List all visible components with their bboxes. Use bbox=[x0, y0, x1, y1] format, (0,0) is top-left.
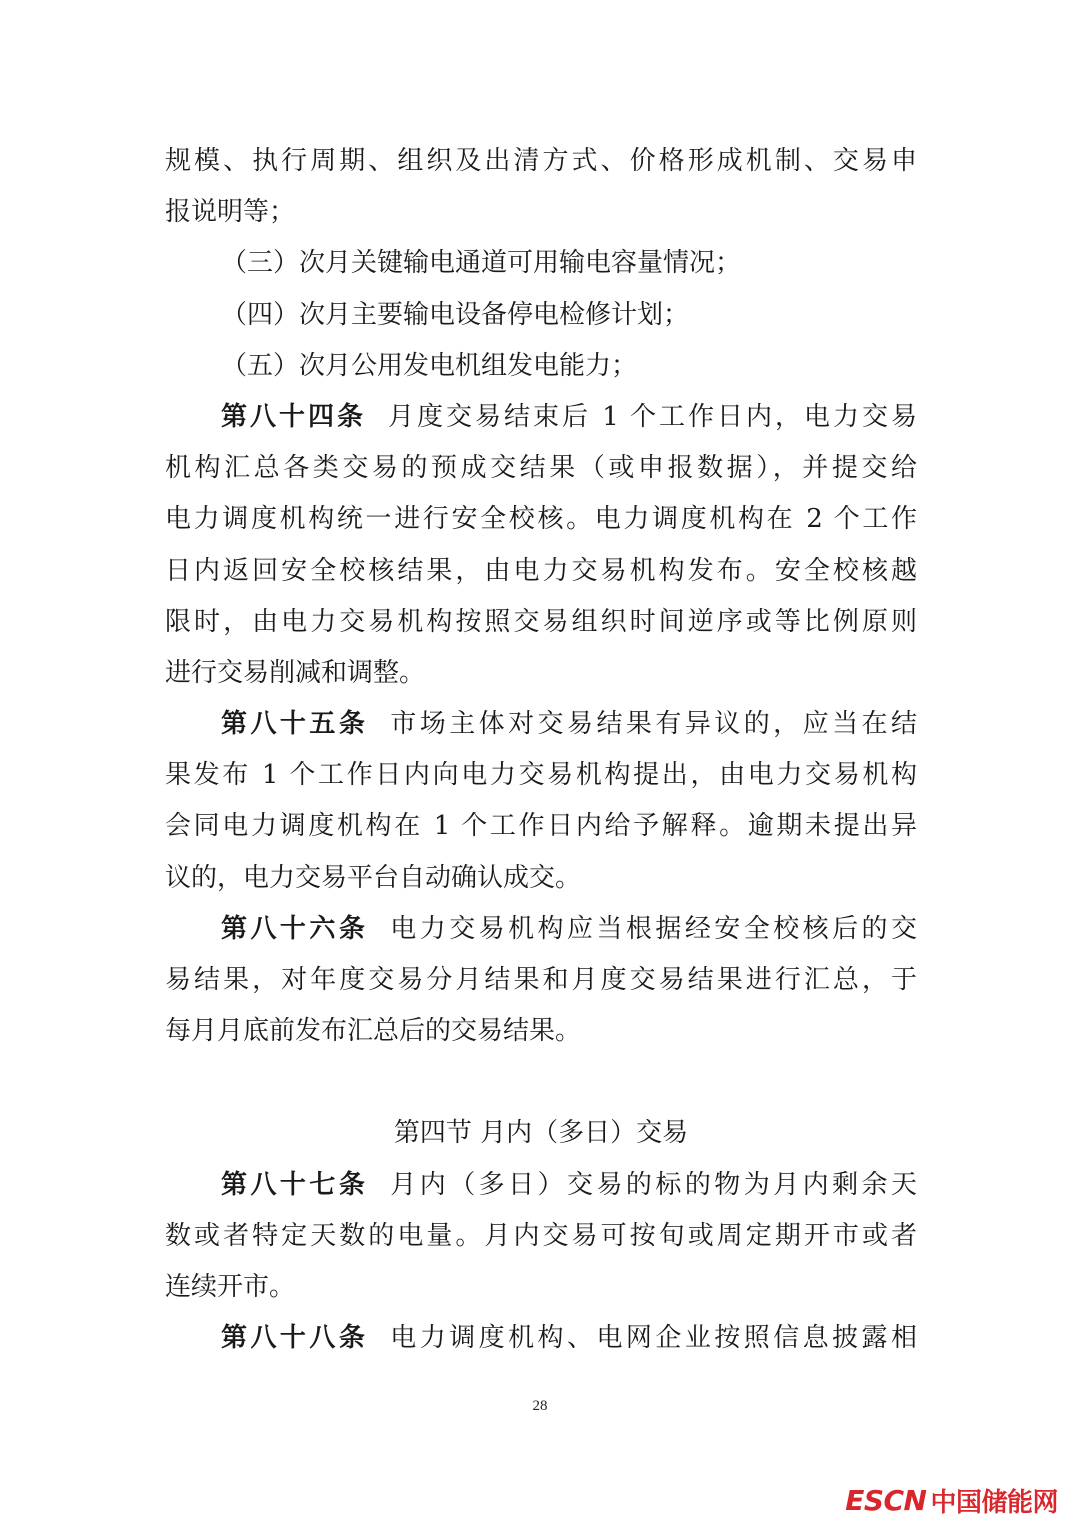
article-first-line bbox=[165, 699, 917, 750]
text-line: 会同电力调度机构在 1 个工作日内给予解释。逾期未提出异 bbox=[165, 811, 917, 842]
article-label: 第八十五条 bbox=[221, 709, 369, 740]
article-87 bbox=[165, 1160, 917, 1314]
document-body bbox=[165, 136, 917, 1364]
article-first-line bbox=[165, 1160, 917, 1211]
article-85 bbox=[165, 699, 917, 904]
article-text: 电力交易机构应当根据经安全校核后的交 bbox=[390, 913, 917, 944]
article-84 bbox=[165, 392, 917, 699]
section-title: 第四节 月内（多日）交易 bbox=[393, 1118, 689, 1149]
list-item: （四）次月主要输电设备停电检修计划； bbox=[221, 299, 690, 330]
text-line: 每月月底前发布汇总后的交易结果。 bbox=[165, 1016, 582, 1047]
text-line: 数或者特定天数的电量。月内交易可按旬或周定期开市或者 bbox=[165, 1220, 917, 1251]
article-label: 第八十六条 bbox=[221, 913, 369, 944]
article-text: 月度交易结束后 1 个工作日内，电力交易 bbox=[387, 401, 917, 432]
article-88 bbox=[165, 1313, 917, 1364]
article-86 bbox=[165, 904, 917, 1058]
text-line: 议的，电力交易平台自动确认成交。 bbox=[165, 862, 582, 893]
text-line: 连续开市。 bbox=[165, 1271, 296, 1302]
article-text: 电力调度机构、电网企业按照信息披露相 bbox=[390, 1323, 917, 1354]
article-first-line bbox=[165, 392, 917, 443]
list-item: （三）次月关键输电通道可用输电容量情况； bbox=[221, 248, 742, 279]
watermark-cn: 中国储能网 bbox=[930, 1487, 1058, 1518]
article-text: 市场主体对交易结果有异议的，应当在结 bbox=[390, 709, 917, 740]
text-line: 限时，由电力交易机构按照交易组织时间逆序或等比例原则 bbox=[165, 606, 917, 637]
page-number: 28 bbox=[532, 1398, 548, 1414]
text-line: 果发布 1 个工作日内向电力交易机构提出，由电力交易机构 bbox=[165, 760, 917, 791]
article-label: 第八十四条 bbox=[221, 401, 366, 432]
text-line: 电力调度机构统一进行安全校核。电力调度机构在 2 个工作 bbox=[165, 504, 917, 535]
text-line: 机构汇总各类交易的预成交结果（或申报数据），并提交给 bbox=[165, 453, 917, 484]
article-label: 第八十七条 bbox=[221, 1169, 369, 1200]
watermark-brand: ESCN bbox=[845, 1483, 927, 1517]
article-label: 第八十八条 bbox=[221, 1323, 369, 1354]
text-line: 易结果，对年度交易分月结果和月度交易结果进行汇总，于 bbox=[165, 965, 917, 995]
text-line: 规模、执行周期、组织及出清方式、价格形成机制、交易申 bbox=[165, 146, 917, 176]
text-line: 日内返回安全校核结果，由电力交易机构发布。安全校核越 bbox=[165, 555, 917, 586]
article-first-line bbox=[165, 904, 917, 955]
text-line: 进行交易削减和调整。 bbox=[165, 657, 426, 688]
article-text: 月内（多日）交易的标的物为月内剩余天 bbox=[390, 1169, 917, 1200]
list-item: （五）次月公用发电机组发电能力； bbox=[221, 350, 638, 381]
spacer bbox=[165, 1057, 917, 1108]
text-line: 报说明等； bbox=[165, 197, 296, 228]
watermark-logo bbox=[845, 1480, 1058, 1520]
article-first-line bbox=[165, 1313, 917, 1364]
